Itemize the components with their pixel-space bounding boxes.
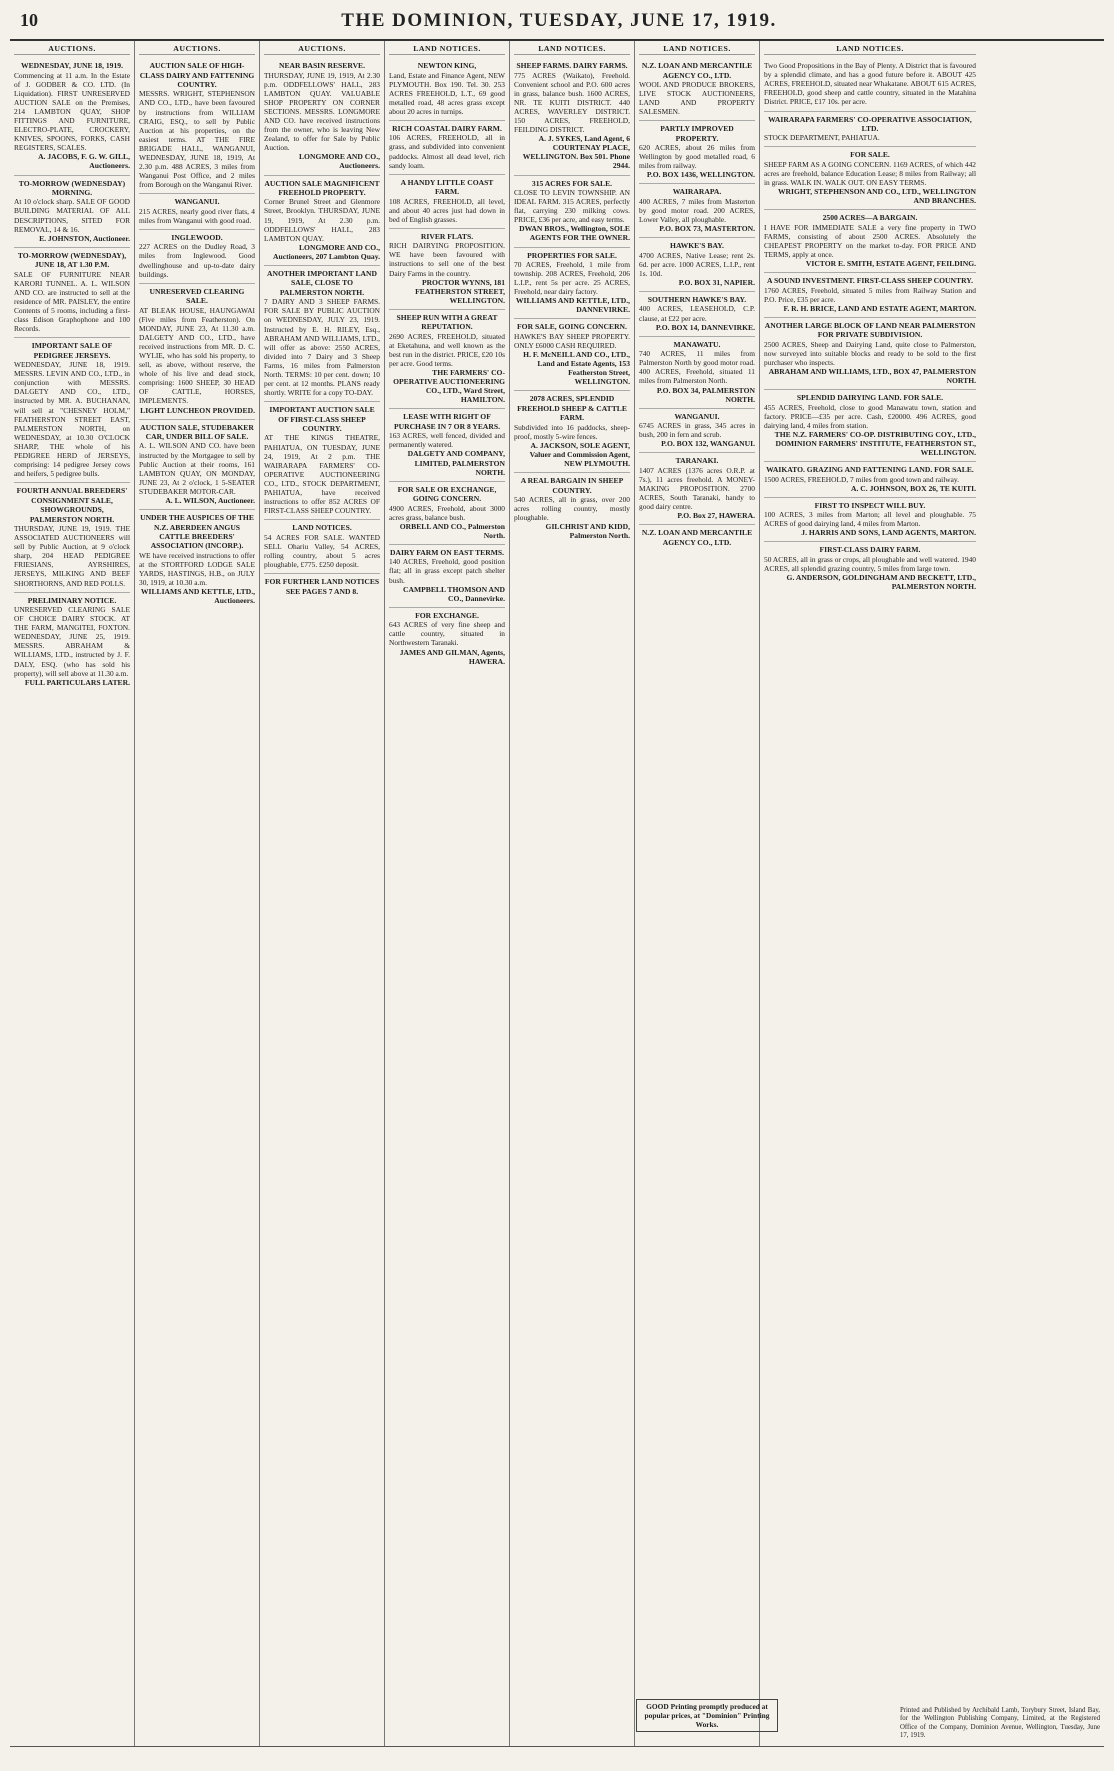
ad-headline: WANGANUI. [174,197,220,207]
ad-body: Corner Brunel Street and Glenmore Street, Brooklyn. THURSDAY, JUNE 19, 1919, At 2.30 p.m. ODDFELLOWS' HALL, 283 LAMBTON QUAY. [264,197,380,243]
ad-body: THURSDAY, JUNE 19, 1919. THE ASSOCIATED AUCTIONEERS will sell by Public Auction, at 9 o'clock sharp, 204 HEAD PEDIGREE FRIESIANS, AYRSHIRES, JERSEYS, MILKING AND BEEF SHORTHORNS, AND RED POLLS. [14,523,130,588]
ad-body: 4700 ACRES, Native Lease; rent 2s. 6d. per acre. 1000 ACRES, L.I.P., rent 1s. 10d. [639,250,755,278]
ad-headline: A SOUND INVESTMENT. FIRST-CLASS SHEEP COUNTRY. [766,276,973,286]
ad-headline: FOR EXCHANGE. [415,610,479,620]
ad-signature: PROCTOR WYNNS, 181 FEATHERSTON STREET, WELLINGTON. [415,277,505,305]
advertisement [514,176,630,248]
advertisement [389,121,505,175]
ad-headline: FOR SALE, GOING CONCERN. [517,322,627,332]
ad-body: 215 ACRES, nearly good river flats, 4 miles from Wanganui with good road. [139,206,255,225]
advertisement [764,58,976,111]
ad-headline: TARANAKI. [675,456,719,466]
ad-body: 2500 ACRES, Sheep and Dairying Land, quite close to Palmerston, now surveyed into suitable blocks and ready to be sold to the first purchaser who inspects. [764,339,976,367]
ad-signature: A. JACKSON, SOLE AGENT, Valuer and Commission Agent, NEW PLYMOUTH. [529,440,630,469]
ad-body: 1500 ACRES, FREEHOLD, 7 miles from good town and railway. [764,474,959,484]
advertisement [264,574,380,600]
ad-headline: AUCTION SALE MAGNIFICENT FREEHOLD PROPERTY. [264,178,380,197]
ad-body: 106 ACRES, FREEHOLD, all in grass, and subdivided into convenient paddocks. Almost all dead level, rich sandy loam. [389,133,505,170]
ad-headline: FOR SALE OR EXCHANGE, GOING CONCERN. [397,484,497,504]
advertisement [14,248,130,338]
ad-signature: G. ANDERSON, GOLDINGHAM AND BECKETT, LTD., PALMERSTON NORTH. [786,573,976,592]
ad-signature: VICTOR E. SMITH, ESTATE AGENT, FEILDING. [805,259,976,269]
ad-headline: N.Z. LOAN AND MERCANTILE AGENCY CO., LTD. [641,528,753,547]
imprint: Printed and Published by Archibald Lamb, Torybury Street, Island Bay, for the Wellington Publishing Company, Limited, at the Registered Office of the Company, Dominion Avenue, Wellington, Tuesday, June 17, 1919. [900,1707,1100,1740]
advertisement [139,420,255,510]
advertisement [389,482,505,545]
ad-body: SHEEP FARM AS A GOING CONCERN. 1169 ACRES, of which 442 acres are freehold, balance Education Lease; 8 miles from Railway; all in grass. WALK IN. WALK OUT. ON EASY TERMS. [764,159,976,188]
ad-signature: P.O. BOX 14, DANNEVIRKE. [655,322,755,332]
ad-body: Two Good Propositions in the Bay of Plenty. A District that is favoured by a splendid climate, and has a good future before it. ABOUT 425 ACRES, FREEHOLD, situated near Whakatane. ABOUT 615 ACRES, FREEHOLD, good sheep and cattle country, situated in the Matahina District. PRICE, £17 10s. per acre. [764,61,976,107]
column-7 [760,41,980,1746]
advertisement [639,525,755,551]
ad-body: 400 ACRES, 7 miles from Masterton by good motor road. 200 ACRES, Lower Valley, all ploughable. [639,196,755,225]
ad-signature: P.O. BOX 1436, WELLINGTON. [646,170,755,180]
advertisement [639,121,755,184]
ad-body: 643 ACRES of very fine sheep and cattle country, situated in Northwestern Taranaki. [389,620,505,648]
ad-body: THURSDAY, JUNE 19, 1919, At 2.30 p.m. ODDFELLOWS' HALL, 283 LAMBTON QUAY. VALUABLE SHOP PROPERTY ON CORNER SECTIONS. MESSRS. LONGMORE AND CO. have received instructions from the owner, who is leaving New Zealand, to offer for Sale by Public Auction. [264,70,380,153]
ad-signature: FULL PARTICULARS LATER. [24,677,130,687]
ad-body: WE have received instructions to offer at the STORTFORD LODGE SALE YARDS, HASTINGS, H.B., on JULY 30, 1919, at 10.30 a.m. [139,550,255,588]
ad-body: 50 ACRES, all in grass or crops, all ploughable and well watered. 1940 ACRES, all splendid grazing country, 5 miles from large town. [764,554,976,573]
ad-headline: WAIKATO. GRAZING AND FATTENING LAND. FOR SALE. [766,465,974,475]
advertisement [764,318,976,390]
advertisement [764,273,976,318]
ad-body: I HAVE FOR IMMEDIATE SALE a very fine property in TWO FARMS, consisting of about 2500 ACRES. Absolutely the CHEAPEST PROPERTY on the market to-day. FOR PRICE AND TERMS, apply at once. [764,222,976,260]
advertisement [514,58,630,175]
ad-body: Subdivided into 16 paddocks, sheep-proof, mostly 5-wire fences. [514,422,630,441]
ad-headline: TO-MORROW (WEDNESDAY) MORNING. [18,178,126,197]
ad-signature: WILLIAMS AND KETTLE, LTD., Auctioneers. [140,587,255,606]
advertisement [264,402,380,520]
advertisement [139,58,255,194]
ad-headline: LEASE WITH RIGHT OF PURCHASE IN 7 OR 8 YEARS. [393,412,501,431]
ad-signature: WRIGHT, STEPHENSON AND CO., LTD., WELLINGTON AND BRANCHES. [777,187,976,206]
column-4 [385,41,510,1746]
advertisement [389,409,505,481]
advertisement [264,266,380,402]
ad-signature: P.O. BOX 34, PALMERSTON NORTH. [656,385,755,404]
advertisement [639,409,755,454]
ad-signature: THE N.Z. FARMERS' CO-OP. DISTRIBUTING COY., LTD., DOMINION FARMERS' INSTITUTE, FEATHERSTON ST., WELLINGTON. [774,429,976,458]
ad-body: HAWKE'S BAY SHEEP PROPERTY. ONLY £6000 CASH REQUIRED. [514,331,630,350]
advertisement [389,175,505,229]
ad-signature: A. C. JOHNSON, BOX 26, TE KUITI. [851,483,976,493]
advertisement [389,229,505,310]
advertisement [14,593,130,691]
ad-body: 540 ACRES, all in grass, over 200 acres rolling country, mostly ploughable. [514,494,630,523]
advertisement [764,390,976,462]
column-heading: LAND NOTICES. [389,44,505,55]
ad-signature: LIGHT LUNCHEON PROVIDED. [140,405,255,415]
printing-advert: GOOD Printing promptly produced at popular prices, at "Dominion" Printing Works. [636,1699,778,1732]
advertisement [514,248,630,320]
ad-headline: FIRST TO INSPECT WILL BUY. [814,500,926,510]
ad-headline: DAIRY FARM ON EAST TERMS. [389,547,504,557]
column-heading: LAND NOTICES. [639,44,755,55]
advertisement [764,147,976,210]
ad-signature: H. F. McNEILL AND CO., LTD., Land and Estate Agents, 153 Featherston Street, WELLINGTON. [523,350,630,387]
advertisement [264,520,380,574]
advertisement [389,608,505,670]
advertisement [264,176,380,266]
ad-headline: SHEEP FARMS. DAIRY FARMS. [516,61,628,71]
ad-headline: IMPORTANT AUCTION SALE OF FIRST-CLASS SHEEP COUNTRY. [269,405,375,434]
ad-headline: A HANDY LITTLE COAST FARM. [400,177,494,197]
ad-headline: PROPERTIES FOR SALE. [527,250,617,260]
ad-headline: NEWTON KING, [417,61,477,71]
ad-headline: AUCTION SALE OF HIGH-CLASS DAIRY AND FATTENING COUNTRY. [139,61,255,89]
ad-signature: ORBELL AND CO., Palmerston North. [399,521,505,540]
columns-container [10,41,1104,1747]
ad-body: 455 ACRES, Freehold, close to good Manawatu town, station and factory. PRICE—£35 per acre. Cash, £20000. 496 ACRES, good dairying land, 4 miles from station. [764,402,976,430]
ad-body: Land, Estate and Finance Agent, NEW PLYMOUTH. Box 190. Tel. 30. 253 ACRES FREEHOLD, L.T., 69 good metalled road, 48 acres grass except about 20 acres in turnips. [389,70,505,116]
ad-body: 400 ACRES, LEASEHOLD, C.P. clause, at £22 per acre. [639,304,755,323]
advertisement [389,58,505,121]
advertisement [639,238,755,292]
ad-headline: NEAR BASIN RESERVE. [278,61,366,71]
advertisement [139,284,255,420]
ad-headline: FOR SALE. [850,150,890,160]
ad-signature: A. JACOBS, F. G. W. GILL, Auctioneers. [38,152,130,171]
advertisement [389,545,505,608]
advertisement [764,462,976,498]
ad-headline: FOURTH ANNUAL BREEDERS' CONSIGNMENT SALE, SHOWGROUNDS, PALMERSTON NORTH. [16,486,128,524]
advertisement [264,58,380,175]
ad-body: WOOL AND PRODUCE BROKERS, LIVE STOCK AUCTIONEERS, LAND AND PROPERTY SALESMEN. [639,79,755,117]
page-number: 10 [20,10,38,30]
ad-body: 54 ACRES FOR SALE. WANTED SELL Ohariu Valley, 54 ACRES, rolling country, about 5 acres ploughable, £775. £250 deposit. [264,532,380,569]
ad-headline: TO-MORROW (WEDNESDAY), JUNE 18, AT 1.30 P.M. [17,250,127,270]
ad-signature: P.O. BOX 73, MASTERTON. [659,224,755,234]
advertisement [139,230,255,284]
ad-signature: DWAN BROS., Wellington, SOLE AGENTS FOR THE OWNER. [519,224,630,243]
ad-body: A. L. WILSON AND CO. have been instructed by the Mortgagee to sell by Public Auction at their rooms, 161 LAMBTON QUAY, ON MONDAY, JUNE 23, At 2 o'clock, 1 5-SEATER STUDEBAKER MOTOR-CAR. [139,441,255,496]
ad-body: WEDNESDAY, JUNE 18, 1919. MESSRS. LEVIN AND CO., LTD., in conjunction with MESSRS. DALGETY AND CO., LTD., instructed by MR. A. BUCHANAN, will sell at "CHESNEY HOLM," FEATHERSTON STREET EAST, PALMERSTON NORTH, on WEDNESDAY, at 10.30 O'CLOCK SHARP, THE whole of his PEDIGREE HERD of JERSEYS, comprising: 14 pedigree Jersey cows and heifers, 5 pedigree bulls. [14,360,130,479]
ad-body: 163 ACRES, well fenced, divided and permanently watered. [389,431,505,450]
ad-headline: SPLENDID DAIRYING LAND. FOR SALE. [796,393,944,403]
advertisement [639,337,755,409]
ad-body: 7 DAIRY AND 3 SHEEP FARMS. FOR SALE BY PUBLIC AUCTION on WEDNESDAY, JULY 23, 1919. Instructed by E. H. RILEY, Esq., ABRAHAM AND WILLIAMS, LTD., will offer as above: 2550 ACRES, divided into 7 Dairy and 3 Sheep Farms, 16 miles from Palmerston North. TERMS: 10 per cent. down; 10 per cent. at 12 months. PLANS ready shortly. WRITE for a copy TO-DAY. [264,297,380,398]
ad-signature: THE FARMERS' CO-OPERATIVE AUCTIONEERING CO., LTD., Ward Street, HAMILTON. [393,368,505,405]
ad-headline: WAIRARAPA FARMERS' CO-OPERATIVE ASSOCIATION, LTD. [768,114,972,133]
ad-signature: WILLIAMS AND KETTLE, LTD., DANNEVIRKE. [515,296,630,315]
ad-signature: P.O. BOX 132, WANGANUI. [661,439,755,449]
ad-body: At 10 o'clock sharp. SALE OF GOOD BUILDING MATERIAL OF ALL DESCRIPTIONS, SITED FOR REMOVAL, 14 & 16. [14,197,130,234]
advertisement [639,292,755,337]
ad-body: 227 ACRES on the Dudley Road, 3 miles from Inglewood. Good dwellinghouse and up-to-date dairy buildings. [139,242,255,279]
column-heading: AUCTIONS. [139,44,255,55]
advertisement [764,498,976,543]
column-3 [260,41,385,1746]
newspaper-title: THE DOMINION, TUESDAY, JUNE 17, 1919. [341,10,777,31]
ad-body: Commencing at 11 a.m. In the Estate of J. GODBER & CO. LTD. (In Liquidation). FIRST UNRESERVED AUCTION SALE on the Premises, 214 LAMBTON QUAY, SHOP FITTINGS AND FURNITURE, ELECTRO-PLATE, CROCKERY, KNIVES, SPOONS, FORKS, CASH REGISTERS, SCALES. [14,70,130,153]
ad-headline: RICH COASTAL DAIRY FARM. [392,123,502,133]
ad-headline: AUCTION SALE, STUDEBAKER CAR, UNDER BILL OF SALE. [140,422,254,442]
advertisement [14,338,130,483]
ad-body: 1407 ACRES (1376 acres O.R.P. at 7s.), 11 acres freehold. A MONEY-MAKING PROPOSITION. 2700 ACRES, South Taranaki, handy to good dairy centre. [639,465,755,512]
ad-headline: ANOTHER IMPORTANT LAND SALE, CLOSE TO PALMERSTON NORTH. [267,269,377,297]
ad-body: 1760 ACRES, Freehold, situated 5 miles from Railway Station and P.O. Price, £35 per acre. [764,285,976,304]
ad-body: SALE OF FURNITURE NEAR KARORI TUNNEL. A. L. WILSON AND CO. are instructed to sell at the residence of MR. PAISLEY, the entire Contents of 5 rooms, including a first-class Edison Graphophone and 100 Records. [14,269,130,334]
column-heading: AUCTIONS. [264,44,380,55]
ad-signature: J. HARRIS AND SONS, LAND AGENTS, MARTON. [801,528,976,538]
advertisement [514,319,630,391]
advertisement [764,112,976,148]
ad-headline: LAND NOTICES. [292,523,352,533]
ad-body: AT BLEAK HOUSE, HAUNGAWAI (Five miles from Featherston). On MONDAY, JUNE 23, At 11.30 a.m. DALGETY AND CO., LTD., have received instructions from MR. D. C. WYLIE, who has sold his property, to sell, as above, without reserve, the whole of his live and dead stock, comprising: 1600 SHEEP, 30 HEAD OF CATTLE, HORSES, IMPLEMENTS. [139,305,255,406]
ad-body: 775 ACRES (Waikato), Freehold. Convenient school and P.O. 600 acres in grass, balance bush. 1600 ACRES, NR. TE KUITI DISTRICT. 440 ACRES, WAVERLEY DISTRICT. 150 ACRES, FREEHOLD, FEILDING DISTRICT. [514,70,630,135]
advertisement [764,542,976,595]
ad-headline: 2078 ACRES, SPLENDID FREEHOLD SHEEP & CATTLE FARM. [517,394,627,423]
masthead [10,10,1104,41]
ad-signature: P.O. BOX 31, NAPIER. [678,277,755,287]
ad-body: RICH DAIRYING PROPOSITION. WE have been favoured with instructions to sell one of the best Dairy Farms in the country. [389,241,505,278]
ad-signature: GILCHRIST AND KIDD, Palmerston North. [545,522,630,541]
ad-body: 620 ACRES, about 26 miles from Wellington by good metalled road, 6 miles from railway. [639,143,755,171]
ad-headline: SHEEP RUN WITH A GREAT REPUTATION. [396,312,498,332]
newspaper-page [10,10,1104,1751]
ad-signature: JAMES AND GILMAN, Agents, HAWERA. [399,647,505,666]
ad-body: UNRESERVED CLEARING SALE OF CHOICE DAIRY STOCK. AT THE FARM, MANGITEI, FOXTON. WEDNESDAY, JUNE 25, 1919. MESSRS. ABRAHAM & WILLIAMS, LTD., instructed by J. F. DALY, ESQ. (who has sold his property), will sell above at 11.30 a.m. [14,605,130,678]
ad-signature: LONGMORE AND CO., Auctioneers, 207 Lambton Quay. [273,242,380,261]
ad-headline: MANAWATU. [673,339,721,349]
ad-body: 140 ACRES, Freehold, good position flat; all in grass except patch shelter bush. [389,557,505,585]
ad-signature: A. L. WILSON, Auctioneer. [165,496,255,506]
ad-signature: A. J. SYKES, Land Agent, 6 COURTENAY PLACE, WELLINGTON. Box 501. Phone 2944. [522,134,630,171]
ad-headline: WANGANUI. [674,411,720,421]
ad-headline: FIRST-CLASS DAIRY FARM. [819,545,921,555]
ad-headline: UNRESERVED CLEARING SALE. [149,286,245,306]
ad-signature: ABRAHAM AND WILLIAMS, LTD., BOX 47, PALMERSTON NORTH. [768,367,976,386]
ad-headline: FOR FURTHER LAND NOTICES SEE PAGES 7 AND 8. [264,577,380,596]
advertisement [514,391,630,473]
ad-signature: CAMPBELL THOMSON AND CO., Dannevirke. [403,584,505,603]
column-6 [635,41,760,1746]
advertisement [514,473,630,544]
ad-signature: F. R. H. BRICE, LAND AND ESTATE AGENT, MARTON. [783,303,976,313]
ad-headline: 2500 ACRES—A BARGAIN. [822,213,918,223]
ad-headline: ANOTHER LARGE BLOCK OF LAND NEAR PALMERSTON FOR PRIVATE SUBDIVISION. [764,320,976,340]
advertisement [639,453,755,525]
ad-headline: PARTLY IMPROVED PROPERTY. [660,124,734,143]
ad-signature: LONGMORE AND CO., Auctioneers. [298,152,380,171]
ad-headline: 315 ACRES FOR SALE. [531,178,613,188]
ad-headline: IMPORTANT SALE OF PEDIGREE JERSEYS. [31,341,113,360]
advertisement [764,210,976,273]
ad-body: 740 ACRES, 11 miles from Palmerston North by good motor road. 400 ACRES, Freehold, situated 11 miles from Palmerston North. [639,349,755,386]
column-2 [135,41,260,1746]
ad-headline: RIVER FLATS. [420,231,474,241]
column-5 [510,41,635,1746]
ad-body: 70 ACRES, Freehold, 1 mile from township. 208 ACRES, Freehold, 206 L.I.P., rent 5s per acre. 25 ACRES, Freehold, near dairy factory. [514,259,630,297]
advertisement [14,483,130,592]
ad-signature: P.O. Box 27, HAWERA. [677,511,755,521]
ad-headline: WAIRARAPA. [672,187,722,197]
ad-headline: INGLEWOOD. [171,232,223,242]
advertisement [139,510,255,609]
ad-body: 6745 ACRES in grass, 345 acres in bush, 200 in fern and scrub. [639,421,755,440]
ad-body: 2690 ACRES, FREEHOLD, situated at Eketahuna, and well known as the best run in the district. PRICE, £20 10s per acre. Good terms. [389,331,505,368]
ad-headline: A REAL BARGAIN IN SHEEP COUNTRY. [520,476,624,495]
advertisement [639,184,755,238]
ad-body: CLOSE TO LEVIN TOWNSHIP. AN IDEAL FARM. 315 ACRES, perfectly flat, carrying 230 milking cows. PRICE, £36 per acre, and easy terms. [514,187,630,225]
ad-signature: DALGETY AND COMPANY, LIMITED, PALMERSTON NORTH. [407,449,505,477]
ad-body: 100 ACRES, 3 miles from Marton; all level and ploughable. 75 ACRES of good dairying land, 4 miles from Marton. [764,510,976,529]
column-heading: LAND NOTICES. [514,44,630,55]
ad-signature: E. JOHNSTON, Auctioneer. [39,233,130,243]
column-heading: AUCTIONS. [14,44,130,55]
ad-body: 108 ACRES, FREEHOLD, all level, and about 40 acres just had down in bed of English grasses. [389,196,505,224]
advertisement [14,58,130,175]
advertisement [14,176,130,248]
ad-headline: WEDNESDAY, JUNE 18, 1919. [21,61,123,71]
advertisement [139,194,255,230]
column-1 [10,41,135,1746]
ad-body: AT THE KINGS THEATRE, PAHIATUA, ON TUESDAY, JUNE 24, 1919, At 2 p.m. THE WAIRARAPA FARMERS' CO-OPERATIVE AUCTIONEERING CO., LTD., STOCK DEPARTMENT, PAHIATUA, have received instructions to offer 852 ACRES OF FIRST-CLASS SHEEP COUNTRY. [264,433,380,516]
ad-headline: PRELIMINARY NOTICE. [27,595,117,605]
advertisement [389,310,505,410]
ad-body: 4900 ACRES, Freehold, about 3000 acres grass, balance bush. [389,503,505,522]
advertisement [639,58,755,121]
ad-headline: UNDER THE AUSPICES OF THE N.Z. ABERDEEN ANGUS CATTLE BREEDERS' ASSOCIATION (INCORP.). [140,513,254,551]
ad-body: MESSRS. WRIGHT, STEPHENSON AND CO., LTD., have been favoured by instructions from WILLIAM CRAIG, ESQ., to sell by Public Auction at his properties, on the easiest terms. AT THE FIRE BRIGADE HALL, WANGANUI, WEDNESDAY, JUNE 18, 1919, At 2.30 p.m. 488 ACRES, 3 miles from Wanganui Post Office, and 2 miles from Borough on the Wanganui River. [139,89,255,190]
column-heading: LAND NOTICES. [764,44,976,55]
ad-headline: HAWKE'S BAY. [670,241,724,251]
ad-headline: SOUTHERN HAWKE'S BAY. [647,295,747,305]
ad-body: STOCK DEPARTMENT, PAHIATUA. [764,133,880,143]
ad-headline: N.Z. LOAN AND MERCANTILE AGENCY CO., LTD. [641,61,753,80]
